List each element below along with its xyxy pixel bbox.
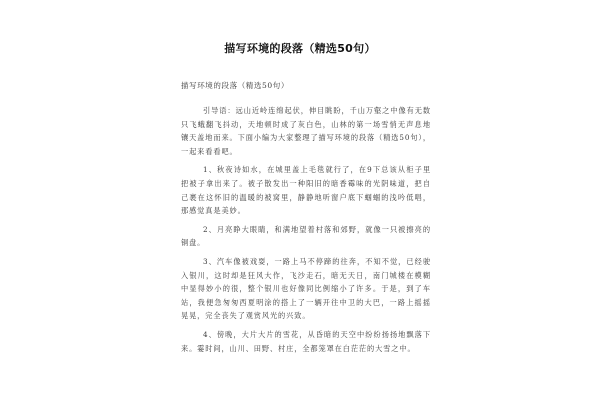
paragraph-item-3: 3、汽车像被戏耍，一路上马不停蹄的往奔，不知不觉，已经驶入银川，这时却是狂风大作，飞沙走石，暗无天日，南门城楼在模糊中显得妙小的很，整个银川也好像同比例缩小了许多。于是，到了车站，我便急匆匆西夏明涂的搭上了一辆开往中卫的大巴，一路上摇摇晃晃，完全丧失了观赏风光的兴致。 [181,256,431,321]
document-body [181,104,431,360]
document-subtitle: 描写环境的段落（精选50句） [181,81,289,90]
document-title: 描写环境的段落（精选50句） [224,42,376,55]
paragraph-intro: 引导语：远山近岭连绵起伏，伸目眺盼，千山万壑之中像有无数只飞蛾翻飞抖动，天地顿时成了灰白色，山林的第一场雪悄无声息地镶天盖地而来。下面小编为大家整理了描写环境的段落（精选50句），一起来看看吧。 [181,106,431,156]
paragraph-item-4: 4、傍晚，大片大片的雪花，从昏暗的天空中纷纷扬扬地飘落下来。霎时间，山川、田野、村庄，全都笼罩在白茫茫的大雪之中。 [181,329,431,353]
paragraph-item-2: 2、月亮睁大眼睛，和满地望着村落和郊野，就像一只被擦亮的铜盘。 [181,224,431,248]
paragraph-item-1: 1、秋夜诗如水，在城里盖上毛毯就行了，在9下总该从柜子里把被子拿出来了。被子散发出一种阳旧的暗香霉味的光阴味道，把自己裹在这怀旧的温暖的被窝里，静静地听窗户底下蝈蝈的浅吟低唱，那感觉真是美妙。 [181,165,431,216]
